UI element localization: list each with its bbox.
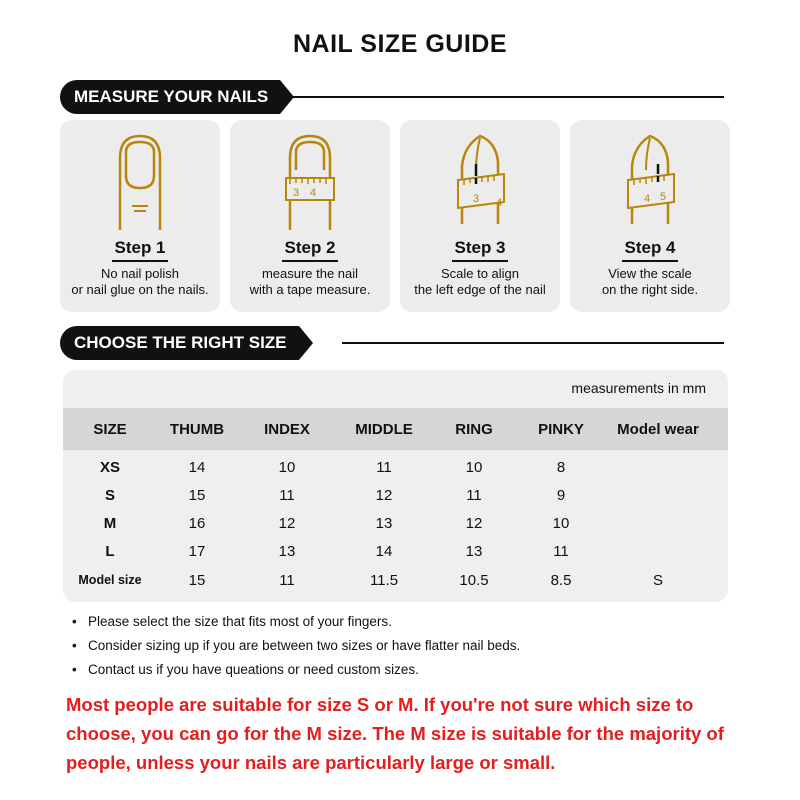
page-title: NAIL SIZE GUIDE: [292, 30, 507, 58]
table-cell: 10.5: [459, 572, 489, 589]
step-description-line: View the scale: [608, 266, 692, 281]
list-item: [72, 634, 520, 658]
table-cell: 11.5: [369, 572, 399, 589]
scale-align-nail-icon: [400, 120, 560, 240]
table-header-cell: RING: [455, 421, 493, 438]
tip-text: Consider sizing up if you are between two sizes or have flatter nail beds.: [88, 638, 521, 653]
step-card-3: [400, 120, 560, 312]
view-scale-nail-icon: [570, 120, 730, 240]
step-card-4: [570, 120, 730, 312]
scale-number: 4: [496, 197, 503, 209]
table-header-cell: MIDDLE: [355, 421, 413, 438]
step-label: Step 3: [454, 238, 506, 257]
step-label: Step 4: [624, 238, 676, 257]
list-item: [72, 610, 520, 634]
tip-text: Contact us if you have queations or need custom sizes.: [88, 662, 419, 677]
table-header-cell: INDEX: [264, 421, 310, 438]
step-label: Step 1: [114, 238, 166, 257]
table-cell: 10: [278, 459, 296, 476]
section-header-size: [60, 326, 724, 360]
table-cell: 15: [188, 572, 206, 589]
table-cell: 13: [375, 515, 393, 532]
scale-number: 5: [660, 191, 667, 203]
table-cell: 9: [556, 487, 566, 504]
step-description-line: with a tape measure.: [249, 282, 371, 297]
table-cell: 12: [375, 487, 393, 504]
tips-list: [72, 610, 520, 682]
table-cell-size: L: [105, 543, 115, 560]
table-cell: 11: [376, 459, 392, 476]
table-cell: 11: [279, 487, 295, 504]
table-cell: 13: [465, 543, 483, 560]
step-label: Step 2: [284, 238, 336, 257]
step-underline: [282, 260, 338, 262]
step-description: [60, 266, 220, 298]
step-description-line: measure the nail: [261, 266, 359, 281]
table-cell: 8.5: [550, 572, 572, 589]
table-header-cell: PINKY: [538, 421, 584, 438]
section-header-measure: [60, 80, 724, 114]
table-cell: 11: [553, 543, 569, 560]
list-item: [72, 658, 520, 682]
scale-number: 4: [310, 187, 317, 199]
section-label-size: CHOOSE THE RIGHT SIZE: [60, 326, 299, 360]
bullet-icon: •: [72, 662, 77, 677]
step-description: [570, 266, 730, 298]
table-cell-size: XS: [99, 459, 120, 476]
step-description: [400, 266, 560, 298]
table-cell: S: [652, 572, 663, 589]
scale-number: 3: [293, 187, 300, 199]
size-table: [63, 370, 728, 602]
step-description-line: the left edge of the nail: [414, 282, 546, 297]
bullet-icon: •: [72, 638, 77, 653]
size-recommendation-note: Most people are suitable for size S or M. If you're not sure which size to choose, you can go for the M size. The M size is suitable for the majority of people, unless your nails are particularly large or small.: [66, 694, 724, 773]
section-divider: [342, 342, 724, 344]
table-cell: 16: [188, 515, 206, 532]
table-cell-size: Model size: [78, 573, 142, 587]
step-description-line: or nail glue on the nails.: [71, 282, 209, 297]
section-label-measure: MEASURE YOUR NAILS: [60, 80, 280, 114]
table-header-row: [63, 408, 728, 450]
table-cell: 13: [278, 543, 296, 560]
step-card-2: [230, 120, 390, 312]
table-cell: 11: [466, 487, 482, 504]
step-underline: [622, 260, 678, 262]
table-cell: 10: [552, 515, 570, 532]
table-header-cell: SIZE: [93, 421, 127, 438]
table-cell: 17: [188, 543, 206, 560]
table-cell: 14: [188, 459, 206, 476]
table-cell: 14: [375, 543, 393, 560]
table-cell: 8: [556, 459, 566, 476]
tip-text: Please select the size that fits most of your fingers.: [88, 614, 392, 629]
table-cell: 15: [188, 487, 206, 504]
table-cell: 11: [279, 572, 295, 589]
table-cell: 10: [465, 459, 483, 476]
step-underline: [452, 260, 508, 262]
scale-number: 4: [644, 193, 651, 205]
units-note: measurements in mm: [571, 380, 706, 396]
step-underline: [112, 260, 168, 262]
section-divider: [284, 96, 724, 98]
step-description: [230, 266, 390, 298]
step-description-line: No nail polish: [100, 266, 180, 281]
step-description-line: Scale to align: [440, 266, 520, 281]
table-header-cell: Model wear: [617, 421, 699, 438]
step-description-line: on the right side.: [601, 282, 699, 297]
table-cell-size: S: [104, 487, 115, 504]
tape-measure-nail-icon: [230, 120, 390, 240]
bullet-icon: •: [72, 614, 77, 629]
scale-number: 3: [473, 193, 480, 205]
finger-nail-icon: [60, 120, 220, 240]
table-cell-size: M: [103, 515, 117, 532]
table-cell: 12: [278, 515, 296, 532]
table-header-cell: THUMB: [169, 421, 225, 438]
step-card-1: [60, 120, 220, 312]
table-cell: 12: [465, 515, 483, 532]
